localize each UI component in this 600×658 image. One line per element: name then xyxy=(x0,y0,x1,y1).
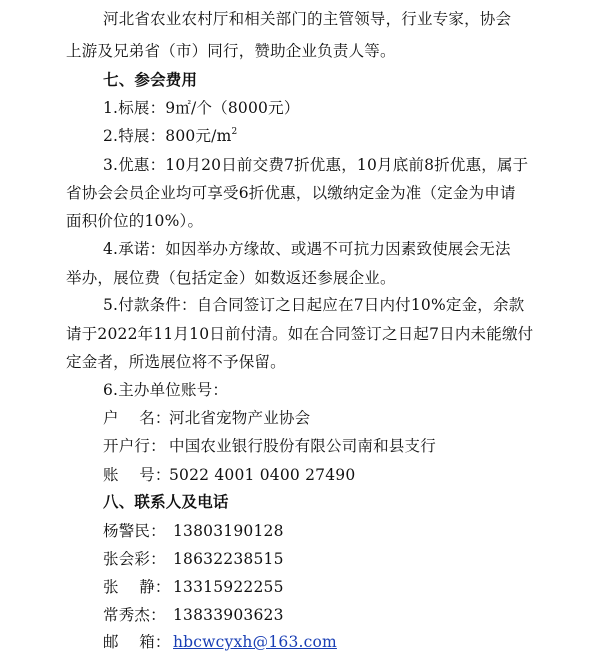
payment-line-1: 5.付款条件：自合同签订之日起应在7日内付10%定金，余款 xyxy=(103,296,525,314)
contacts-heading: 八、联系人及电话 xyxy=(103,492,229,511)
contact-phone: 13833903623 xyxy=(173,606,284,624)
contact-row xyxy=(103,521,284,541)
bank-label: 开户行： xyxy=(103,437,166,455)
discount-line-1: 3.优惠：10月20日前交费7折优惠，10月底前8折优惠，属于 xyxy=(103,156,529,174)
account-heading: 6.主办单位账号： xyxy=(103,381,229,399)
account-name-row xyxy=(103,408,310,428)
email-link[interactable]: hbcwcyxh@163.com xyxy=(173,633,337,651)
contact-phone: 18632238515 xyxy=(173,550,284,568)
account-number-value: 5022 4001 0400 27490 xyxy=(169,466,356,484)
special-booth-fee-superscript: 2 xyxy=(231,127,238,137)
account-name-value: 河北省宠物产业协会 xyxy=(169,409,311,427)
contact-phone: 13315922255 xyxy=(173,578,284,596)
payment-line-3: 定金者，所选展位将不予保留。 xyxy=(66,353,286,371)
account-name-label: 户 名： xyxy=(103,409,171,427)
contact-row xyxy=(103,577,284,597)
contact-name: 张会彩： xyxy=(103,550,166,568)
discount-line-2: 省协会会员企业均可享受6折优惠，以缴纳定金为准（定金为申请 xyxy=(66,184,516,202)
intro-line-1: 河北省农业农村厅和相关部门的主管领导，行业专家，协会 xyxy=(103,10,512,28)
bank-row xyxy=(103,436,436,456)
contact-row xyxy=(103,605,284,625)
contact-name: 常秀杰： xyxy=(103,606,166,624)
payment-line-2: 请于2022年11月10日前付清。如在合同签订之日起7日内未能缴付 xyxy=(66,325,534,343)
account-number-row xyxy=(103,465,355,485)
intro-line-2: 上游及兄弟省（市）同行，赞助企业负责人等。 xyxy=(66,42,396,60)
contact-row xyxy=(103,549,284,569)
discount-line-3: 面积价位的10%）。 xyxy=(66,212,204,230)
account-number-label: 账 号： xyxy=(103,466,171,484)
fees-heading: 七、参会费用 xyxy=(103,70,198,89)
standard-booth-fee: 1.标展：9㎡/个（8000元） xyxy=(103,99,300,117)
email-label: 邮 箱： xyxy=(103,633,171,651)
email-row xyxy=(103,632,337,652)
special-booth-fee xyxy=(103,126,237,146)
contact-name: 张 静： xyxy=(103,578,171,596)
special-booth-fee-text: 2.特展：800元/m xyxy=(103,127,232,145)
promise-line-2: 举办，展位费（包括定金）如数返还参展企业。 xyxy=(66,269,396,287)
promise-line-1: 4.承诺：如因举办方缘故、或遇不可抗力因素致使展会无法 xyxy=(103,240,511,258)
contact-phone: 13803190128 xyxy=(173,522,284,540)
bank-value: 中国农业银行股份有限公司南和县支行 xyxy=(169,437,436,455)
contact-name: 杨警民： xyxy=(103,522,166,540)
